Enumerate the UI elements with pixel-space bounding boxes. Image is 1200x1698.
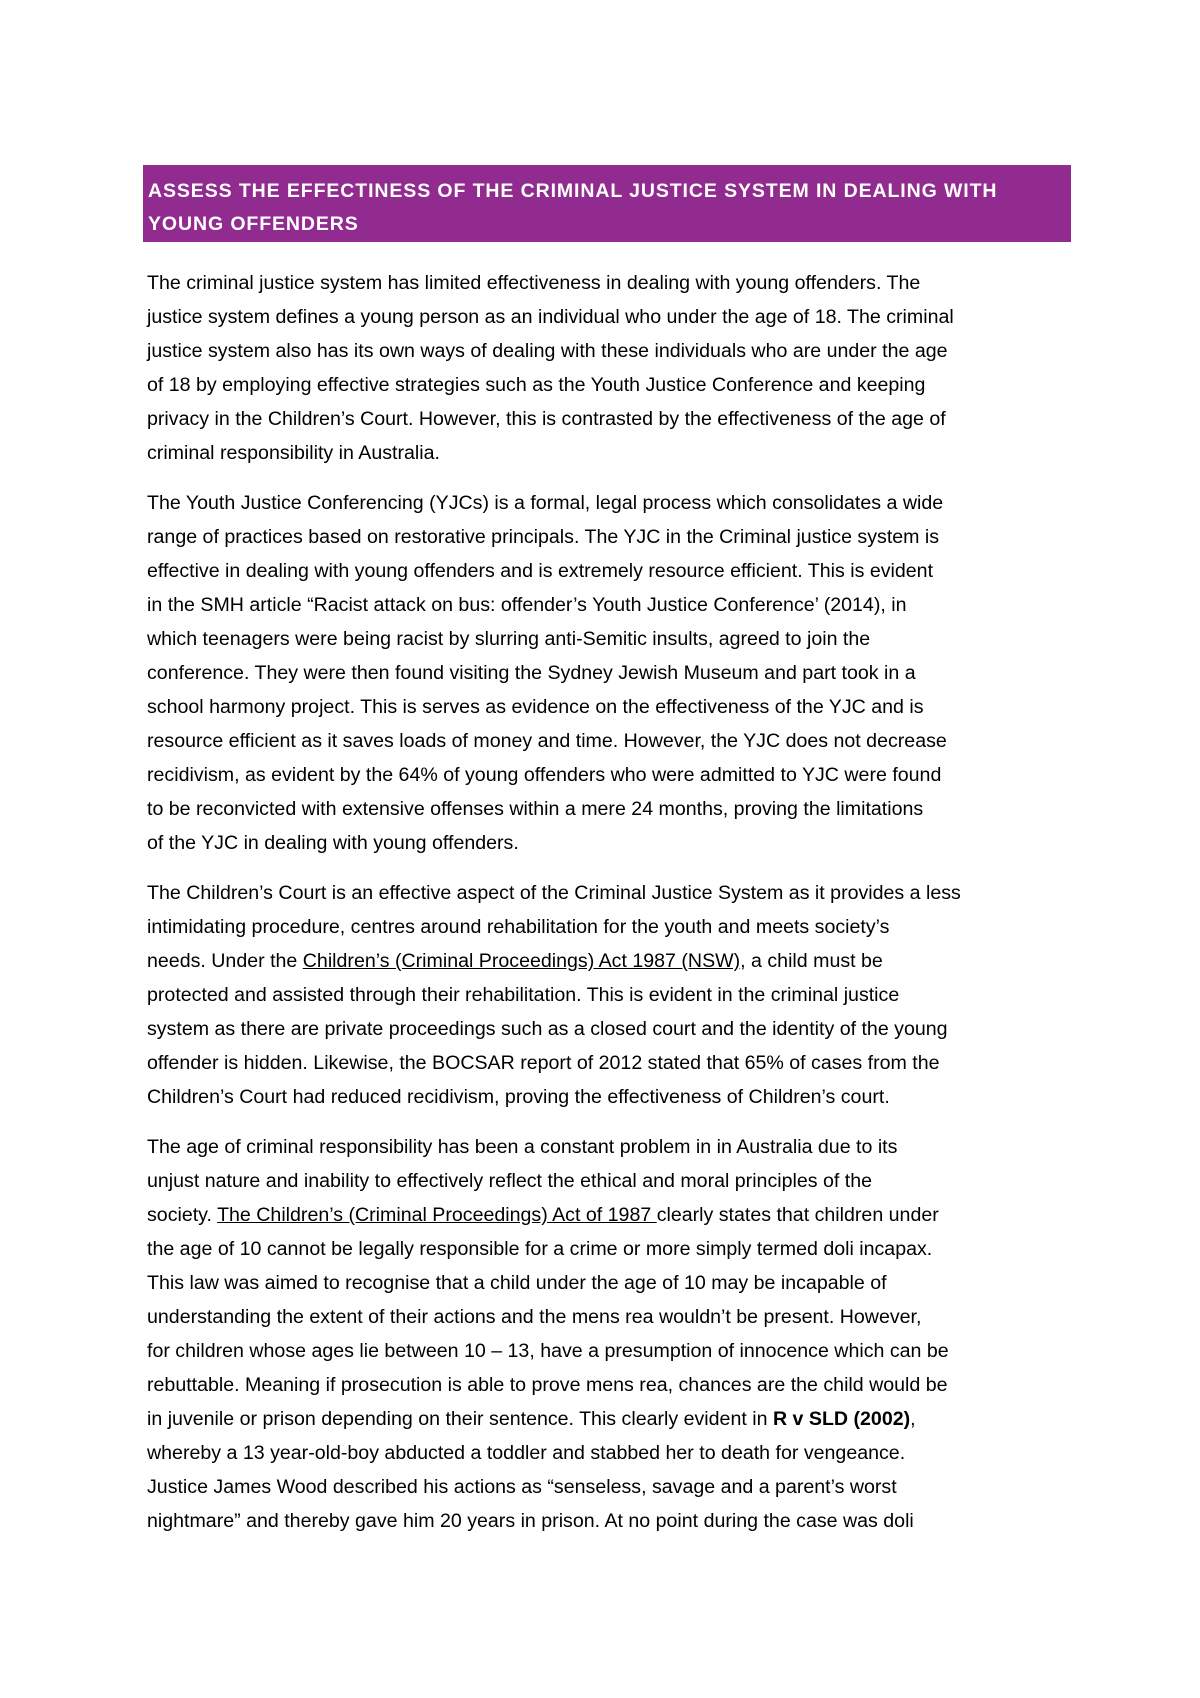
text-line: in the SMH article “Racist attack on bus: offender’s Youth Justice Conference’ (2014), in xyxy=(147,594,907,616)
text-line: rebuttable. Meaning if prosecution is able to prove mens rea, chances are the child would be xyxy=(147,1374,948,1396)
text-line: protected and assisted through their rehabilitation. This is evident in the criminal justice xyxy=(147,984,900,1006)
text-line: justice system defines a young person as an individual who under the age of 18. The criminal xyxy=(147,306,954,328)
text-run: , xyxy=(910,1408,916,1430)
paragraph-intro xyxy=(147,266,1083,470)
page-title xyxy=(148,175,1065,241)
text-line: justice system also has its own ways of dealing with these individuals who are under the age xyxy=(147,340,948,362)
text-line xyxy=(147,1402,1083,1436)
essay-body xyxy=(147,266,1083,1554)
text-line: The Children’s Court is an effective aspect of the Criminal Justice System as it provides a less xyxy=(147,882,961,904)
paragraph-yjc xyxy=(147,486,1083,860)
text-line: for children whose ages lie between 10 – 13, have a presumption of innocence which can be xyxy=(147,1340,949,1362)
text-line: of 18 by employing effective strategies such as the Youth Justice Conference and keeping xyxy=(147,374,926,396)
text-line: school harmony project. This is serves as evidence on the effectiveness of the YJC and is xyxy=(147,696,924,718)
text-run: society. xyxy=(147,1204,218,1226)
text-run: in juvenile or prison depending on their sentence. This clearly evident in xyxy=(147,1408,773,1430)
title-line-1: ASSESS THE EFFECTINESS OF THE CRIMINAL JUSTICE SYSTEM IN DEALING WITH xyxy=(148,180,998,202)
text-line: whereby a 13 year-old-boy abducted a toddler and stabbed her to death for vengeance. xyxy=(147,1442,906,1464)
text-line: This law was aimed to recognise that a child under the age of 10 may be incapable of xyxy=(147,1272,887,1294)
text-line: The criminal justice system has limited effectiveness in dealing with young offenders. The xyxy=(147,272,921,294)
text-line: The age of criminal responsibility has been a constant problem in in Australia due to its xyxy=(147,1136,898,1158)
text-run: clearly states that children under xyxy=(656,1204,939,1226)
text-line: effective in dealing with young offenders and is extremely resource efficient. This is evident xyxy=(147,560,934,582)
legislation-reference: Children’s (Criminal Proceedings) Act 1987 (NSW) xyxy=(302,950,741,972)
heading-band xyxy=(143,165,1071,242)
text-line: privacy in the Children’s Court. However, this is contrasted by the effectiveness of the age of xyxy=(147,408,946,430)
text-line: offender is hidden. Likewise, the BOCSAR report of 2012 stated that 65% of cases from the xyxy=(147,1052,940,1074)
text-line: range of practices based on restorative principals. The YJC in the Criminal justice system is xyxy=(147,526,940,548)
text-line: system as there are private proceedings such as a closed court and the identity of the young xyxy=(147,1018,948,1040)
case-citation: R v SLD (2002) xyxy=(772,1408,911,1430)
text-line: to be reconvicted with extensive offenses within a mere 24 months, proving the limitations xyxy=(147,798,924,820)
paragraph-childrens-court xyxy=(147,876,1083,1114)
title-line-2: YOUNG OFFENDERS xyxy=(148,213,359,235)
text-line: Justice James Wood described his actions as “senseless, savage and a parent’s worst xyxy=(147,1476,897,1498)
text-line: nightmare” and thereby gave him 20 years in prison. At no point during the case was doli xyxy=(147,1510,914,1532)
text-line: the age of 10 cannot be legally responsible for a crime or more simply termed doli incapax. xyxy=(147,1238,933,1260)
text-line: understanding the extent of their actions and the mens rea wouldn’t be present. However, xyxy=(147,1306,922,1328)
text-line: The Youth Justice Conferencing (YJCs) is a formal, legal process which consolidates a wide xyxy=(147,492,944,514)
text-run: needs. Under the xyxy=(147,950,303,972)
text-line xyxy=(147,1198,1083,1232)
text-line: conference. They were then found visiting the Sydney Jewish Museum and part took in a xyxy=(147,662,916,684)
text-line xyxy=(147,944,1083,978)
paragraph-age-of-responsibility xyxy=(147,1130,1083,1538)
text-line: which teenagers were being racist by slurring anti-Semitic insults, agreed to join the xyxy=(147,628,871,650)
text-run: , a child must be xyxy=(740,950,883,972)
text-line: Children’s Court had reduced recidivism, proving the effectiveness of Children’s court. xyxy=(147,1086,890,1108)
legislation-reference: The Children’s (Criminal Proceedings) Act of 1987 xyxy=(217,1204,657,1226)
text-line: resource efficient as it saves loads of money and time. However, the YJC does not decrease xyxy=(147,730,947,752)
text-line: recidivism, as evident by the 64% of young offenders who were admitted to YJC were found xyxy=(147,764,942,786)
text-line: criminal responsibility in Australia. xyxy=(147,442,440,464)
text-line: intimidating procedure, centres around rehabilitation for the youth and meets society’s xyxy=(147,916,890,938)
text-line: unjust nature and inability to effectively reflect the ethical and moral principles of the xyxy=(147,1170,873,1192)
text-line: of the YJC in dealing with young offenders. xyxy=(147,832,519,854)
